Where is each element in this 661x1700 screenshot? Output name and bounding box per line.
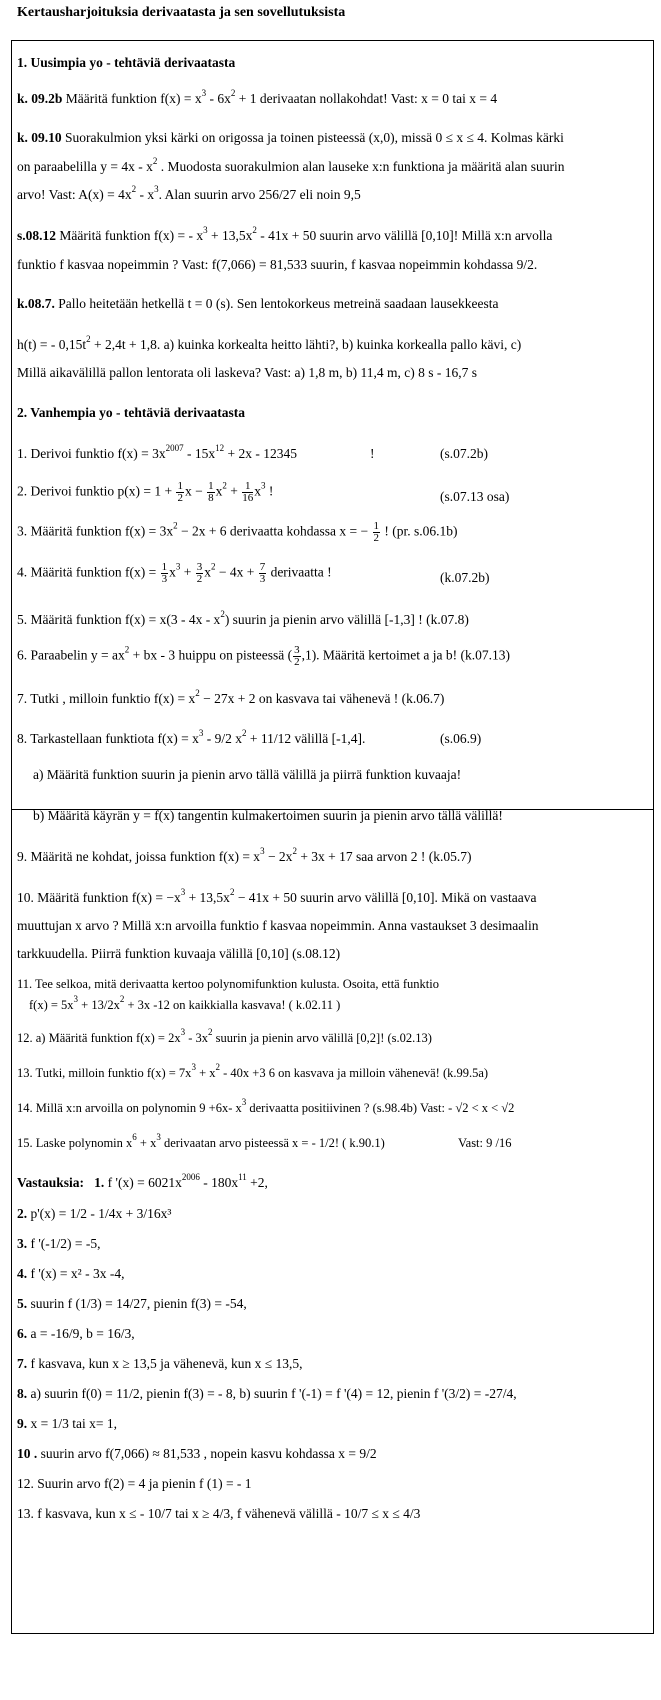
answers-heading: Vastauksia: bbox=[17, 1175, 85, 1190]
question-11-line1: 11. Tee selkoa, mitä derivaatta kertoo polynomifunktion kulusta. Osoita, että funktio bbox=[17, 977, 439, 991]
task-text: Määritä funktion f(x) = - x bbox=[56, 228, 204, 243]
answer-1: Vastauksia: 1. f '$(x) = 6021x^{2006} - 180x^{11} +2$, bbox=[17, 1172, 268, 1190]
page-title: Kertausharjoituksia derivaatasta ja sen sovellutuksista bbox=[17, 5, 346, 20]
question-12: 12. a) Määritä funktion $f(x) = 2x^3 - 3x^2$ suurin ja pienin arvo välillä [0,2]! (s.02.13) bbox=[17, 1027, 432, 1045]
answer-10: 10 . suurin arvo f(7,066) ≈ 81,533 , nopein kasvu kohdassa x = 9/2 bbox=[17, 1446, 377, 1461]
task-s0812-line2: funktio f kasvaa nopeimmin ? Vast: f(7,066) = 81,533 suurin, f kasvaa nopeimmin kohdassa 9/2. bbox=[17, 257, 538, 272]
question-6: 6. Paraabelin $y = ax^2$ + bx - 3 huippu on pisteessä ( $\frac{3}{2}$ ,1). Määritä kertoimet a ja b! (k.07.13) bbox=[17, 644, 510, 668]
task-text: + 13,5x bbox=[207, 228, 253, 243]
task-code: s.08.12 bbox=[17, 228, 57, 243]
question-14: 14. Millä x:n arvoilla on polynomin 9 +6x- $x^3$ derivaatta positiivinen ? (s.98.4b) Vast: - √2 < x < √2 bbox=[17, 1097, 515, 1115]
answer-8: 8. a) suurin f(0) = 11/2, pienin f(3) = - 8, b) suurin f '(-1) = f '(4) = 12, pienin f '(3/2) = -27/4, bbox=[17, 1386, 517, 1401]
question-2: 2. Derivoi funktio p(x) = 1 + $\frac{1}{2}$ x − $\frac{1}{8}$ $x^2$ + $\frac{1}{16}$ $x^3$ ! bbox=[17, 480, 274, 504]
task-text: Pallo heitetään hetkellä t = 0 (s). Sen lentokorkeus metreinä saadaan lausekkeesta bbox=[54, 296, 499, 311]
section-1-heading: 1. Uusimpia yo - tehtäviä derivaatasta bbox=[17, 55, 236, 70]
question-8a: a) Määritä funktion suurin ja pienin arvo tällä välillä ja piirrä funktion kuvaaja! bbox=[33, 767, 462, 782]
question-9: 9. Määritä ne kohdat, joissa funktion $f(x) = x^3 - 2x^2 + 3x + 17$ saa arvon 2 ! (k.05.7) bbox=[17, 846, 472, 864]
question-8: 8. Tarkastellaan funktiota $f(x) = x^3 - 9/2$ $x^2 + 11/12$ välillä [-1,4]. bbox=[17, 728, 366, 746]
question-10-line3: tarkkuudella. Piirrä funktion kuvaaja välillä [0,10] (s.08.12) bbox=[17, 946, 341, 961]
task-text: h(t) = - 0,15t bbox=[17, 337, 87, 352]
task-text: + 1 derivaatan nollakohdat! Vast: x = 0 tai x = 4 bbox=[235, 91, 498, 106]
lower-box-bottom-border bbox=[11, 1633, 654, 1634]
question-1-ref: (s.07.2b) bbox=[440, 446, 488, 461]
answer-7: 7. f kasvava, kun x ≥ 13,5 ja vähenevä, kun x ≤ 13,5, bbox=[17, 1356, 303, 1371]
task-text: . Alan suurin arvo 256/27 eli noin 9,5 bbox=[158, 187, 361, 202]
task-text: + 2,4t + 1,8. a) kuinka korkealta heitto lähti?, b) kuinka korkealla pallo kävi, c) bbox=[90, 337, 522, 352]
question-15: 15. Laske polynomin $x^6 + x^3$ derivaatan arvo pisteessä x = - 1/2! ( k.90.1) bbox=[17, 1132, 385, 1150]
task-k0910-line3: arvo! Vast: $A(x) = 4x^2 - x^3$. Alan suurin arvo 256/27 eli noin 9,5 bbox=[17, 184, 361, 202]
question-5: 5. Määritä funktion $f(x) = x(3 - 4x - x^2)$ suurin ja pienin arvo välillä [-1,3] ! (k.07.8) bbox=[17, 609, 469, 627]
task-k087-line3: Millä aikavälillä pallon lentorata oli laskeva? Vast: a) 1,8 m, b) 11,4 m, c) 8 s - 16,7 s bbox=[17, 365, 478, 380]
question-13: 13. Tutki, milloin funktio $f(x) = 7x^3 + x^2 - 40x +3$ 6 on kasvava ja milloin vähenevä! (k.99.5a) bbox=[17, 1062, 489, 1080]
answer-13: 13. f kasvava, kun x ≤ - 10/7 tai x ≥ 4/3, f vähenevä välillä - 10/7 ≤ x ≤ 4/3 bbox=[17, 1506, 421, 1521]
question-3: 3. Määritä funktion $f(x) = 3x^2 - 2x + 6$ derivaatta kohdassa x = − $\frac{1}{2}$ ! (pr. s.06.1b) bbox=[17, 520, 458, 544]
task-text: Suorakulmion yksi kärki on origossa ja toinen pisteessä (x,0), missä 0 ≤ x ≤ 4. Kolmas kärki bbox=[61, 130, 564, 145]
question-4: 4. Määritä funktion f(x) = $\frac{1}{3}$ $x^3$ + $\frac{3}{2}$ $x^2 - 4x$ + $\frac{7}{3}$ derivaatta ! bbox=[17, 561, 332, 585]
question-8-ref: (s.06.9) bbox=[440, 731, 482, 746]
answer-6: 6. a = -16/9, b = 16/3, bbox=[17, 1326, 135, 1341]
task-k087-line2: h(t) = - $0,15t^2 + 2,4t + 1,8$. a) kuinka korkealta heitto lähti?, b) kuinka korkealla pallo kävi, c) bbox=[17, 334, 522, 352]
answer-12: 12. Suurin arvo f(2) = 4 ja pienin f (1) = - 1 bbox=[17, 1476, 252, 1491]
task-text: . Muodosta suorakulmion alan lauseke x:n funktiona ja määritä alan suurin bbox=[157, 159, 565, 174]
task-text: - x bbox=[136, 187, 155, 202]
question-10-line2: muuttujan x arvo ? Millä x:n arvoilla funktio f kasvaa nopeimmin. Anna vastaukset 3 desimaalin bbox=[17, 918, 539, 933]
section-2-heading: 2. Vanhempia yo - tehtäviä derivaatasta bbox=[17, 405, 246, 420]
question-4-ref: (k.07.2b) bbox=[440, 570, 490, 585]
task-k087-line1 bbox=[17, 296, 498, 312]
question-8b: b) Määritä käyrän y = f(x) tangentin kulmakertoimen suurin ja pienin arvo tällä välillä! bbox=[33, 808, 503, 823]
task-text: - 41x + 50 suurin arvo välillä [0,10]! Millä x:n arvolla bbox=[256, 228, 553, 243]
task-code: k. 09.10 bbox=[17, 130, 62, 145]
task-k0910-line2: on paraabelilla $y = 4x - x^2$ . Muodosta suorakulmion alan lauseke x:n funktiona ja määritä alan suurin bbox=[17, 156, 565, 174]
task-k0902b: k. 09.2b Määritä funktion $f(x) = x^3 - 6x^2 + 1$ derivaatan nollakohdat! Vast: x = 0 tai x = 4 bbox=[17, 88, 498, 106]
question-15-answer: Vast: 9 /16 bbox=[458, 1136, 512, 1150]
answer-5: 5. suurin f (1/3) = 14/27, pienin f(3) = -54, bbox=[17, 1296, 247, 1311]
question-11-line2: $f(x) = 5x^3 + 13/2x^2 + 3x$ -12 on kaikkialla kasvava! ( k.02.11 ) bbox=[29, 994, 341, 1012]
task-s0812-line1: s.08.12 Määritä funktion f(x) = - $x^3 + 13,5x^2 - 41x + 50$ suurin arvo välillä [0,10]! Millä x:n arvolla bbox=[17, 225, 553, 243]
task-k0910-line1 bbox=[17, 130, 564, 146]
answer-2: 2. p'(x) = 1/2 - 1/4x + 3/16x³ bbox=[17, 1206, 172, 1221]
question-10-line1: 10. Määritä funktion $f(x) = -x^3 + 13,5x^2 - 41x + 50$ suurin arvo välillä [0,10]. Mikä on vastaava bbox=[17, 887, 537, 905]
question-1: 1. Derivoi funktio $f(x) = 3x^{2007} - 15x^{12} + 2x - 12345$ bbox=[17, 443, 297, 461]
answer-4: 4. f '(x) = x² - 3x -4, bbox=[17, 1266, 125, 1281]
answer-3: 3. f '(-1/2) = -5, bbox=[17, 1236, 101, 1251]
task-text: - 6x bbox=[206, 91, 231, 106]
question-7: 7. Tutki , milloin funktio $f(x) = x^2 - 27x + 2$ on kasvava tai vähenevä ! (k.06.7) bbox=[17, 688, 445, 706]
question-2-ref: (s.07.13 osa) bbox=[440, 489, 510, 504]
task-code: k.08.7. bbox=[17, 296, 55, 311]
task-text: Määritä funktion f(x) = x bbox=[62, 91, 202, 106]
task-text: arvo! Vast: A(x) = 4x bbox=[17, 187, 132, 202]
question-1-mark: ! bbox=[370, 446, 375, 461]
task-code: k. 09.2b bbox=[17, 91, 63, 106]
answer-9: 9. x = 1/3 tai x= 1, bbox=[17, 1416, 117, 1431]
task-text: on paraabelilla y = 4x - x bbox=[17, 159, 153, 174]
